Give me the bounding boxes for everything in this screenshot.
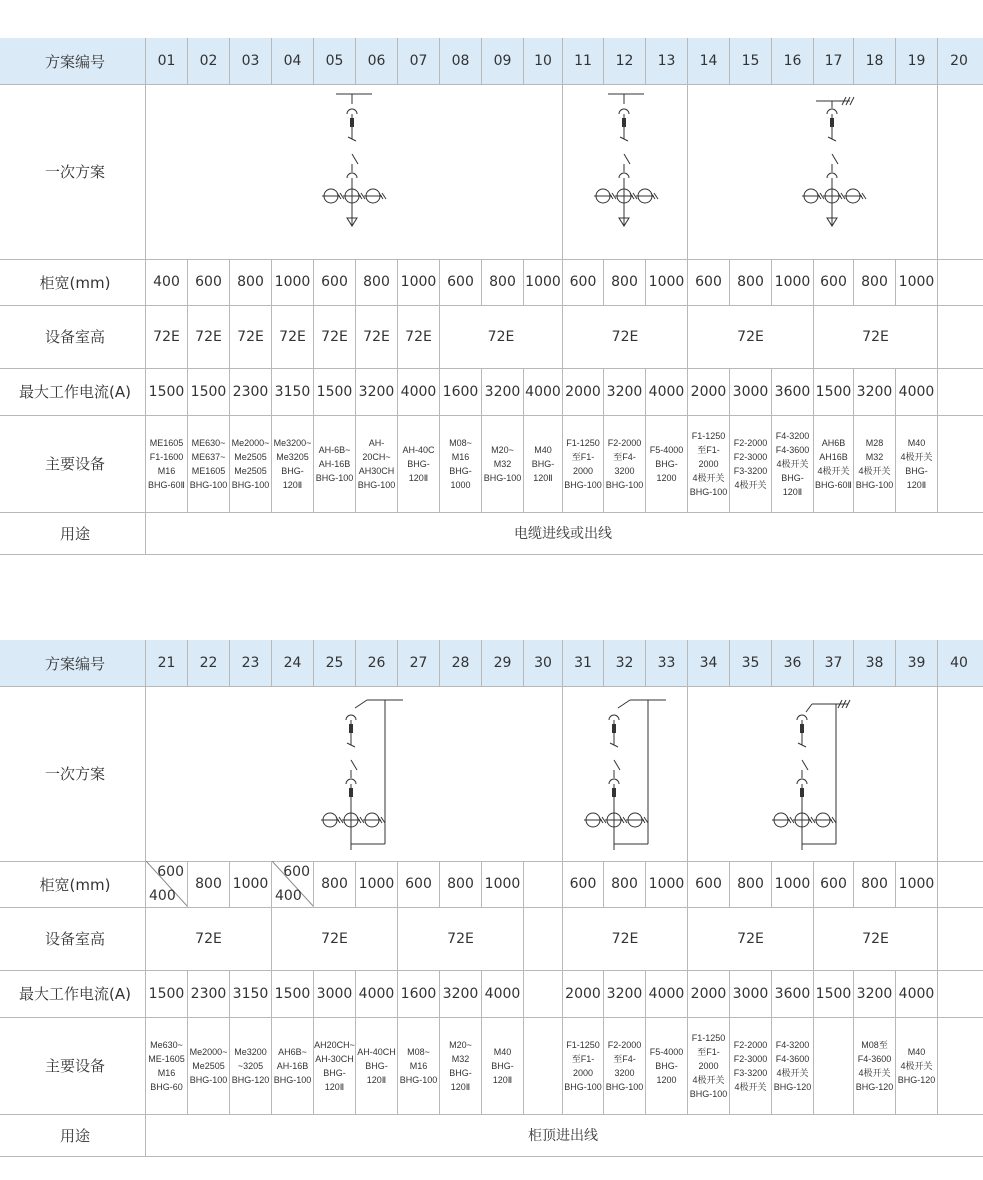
equipment-value: M08~ M16 BHG-100 xyxy=(397,1017,439,1114)
room-height-value: 72E xyxy=(687,907,813,970)
current-value: 3600 xyxy=(771,368,813,415)
row-label-current: 最大工作电流(A) xyxy=(19,985,131,1003)
scheme-number: 06 xyxy=(355,38,397,84)
room-height-value xyxy=(523,907,562,970)
split-width-cell xyxy=(271,861,313,907)
scheme-number: 40 xyxy=(937,640,980,686)
width-value xyxy=(937,861,980,907)
scheme-number: 07 xyxy=(397,38,439,84)
room-height-value: 72E xyxy=(687,305,813,368)
width-top: 600 xyxy=(283,864,310,880)
equipment-value: AH-6B~ AH-16B BHG-100 xyxy=(313,415,355,512)
scheme-number: 13 xyxy=(645,38,687,84)
equipment-value: M28 M32 4极开关 BHG-100 xyxy=(853,415,895,512)
current-value: 1500 xyxy=(145,368,187,415)
scheme-number: 36 xyxy=(771,640,813,686)
equipment-value: F4-3200 F4-3600 4极开关 BHG-120 xyxy=(771,1017,813,1114)
current-value: 3200 xyxy=(853,970,895,1017)
table1-row-height xyxy=(0,305,983,369)
equipment-value: M40 4极开关 BHG-120 xyxy=(895,1017,937,1114)
equipment-value: Me3200 ~3205 BHG-120 xyxy=(229,1017,271,1114)
room-height-value: 72E xyxy=(313,305,355,368)
width-value: 600 xyxy=(562,861,603,907)
equipment-value: M40 BHG-120Ⅱ xyxy=(481,1017,523,1114)
width-value: 1000 xyxy=(771,861,813,907)
row-label-usage: 用途 xyxy=(59,524,90,543)
current-value: 1500 xyxy=(313,368,355,415)
table2-row-current xyxy=(0,970,983,1018)
row-label-height: 设备室高 xyxy=(44,930,105,948)
current-value: 3000 xyxy=(313,970,355,1017)
table2-row-primary xyxy=(0,686,983,862)
scheme-number: 11 xyxy=(562,38,603,84)
room-height-value: 72E xyxy=(271,907,397,970)
room-height-value: 72E xyxy=(439,305,562,368)
scheme-number: 39 xyxy=(895,640,937,686)
row-label-num: 方案编号 xyxy=(44,52,105,71)
room-height-value: 72E xyxy=(229,305,271,368)
equipment-value: F2-2000 至F4-3200 BHG-100 xyxy=(603,1017,645,1114)
scheme-number: 32 xyxy=(603,640,645,686)
width-value: 600 xyxy=(562,259,603,305)
room-height-value: 72E xyxy=(397,907,523,970)
scheme-number: 38 xyxy=(853,640,895,686)
width-value: 800 xyxy=(313,861,355,907)
scheme-number: 25 xyxy=(313,640,355,686)
equipment-value: F1-1250 至F1-2000 BHG-100 xyxy=(562,1017,603,1114)
current-value xyxy=(937,970,980,1017)
equipment-value: M08~ M16 BHG-1000 xyxy=(439,415,481,512)
current-value: 3200 xyxy=(603,368,645,415)
usage-value: 电缆进线或出线 xyxy=(145,512,980,554)
room-height-value: 72E xyxy=(397,305,439,368)
current-value xyxy=(523,970,562,1017)
current-value: 3000 xyxy=(729,368,771,415)
equipment-value: Me3200~ Me3205 BHG-120Ⅱ xyxy=(271,415,313,512)
width-value: 1000 xyxy=(397,259,439,305)
scheme-number: 16 xyxy=(771,38,813,84)
scheme-number: 35 xyxy=(729,640,771,686)
room-height-value: 72E xyxy=(562,907,687,970)
row-label-primary: 一次方案 xyxy=(44,765,105,783)
width-value: 800 xyxy=(603,861,645,907)
equipment-value: F1-1250 至F1-2000 BHG-100 xyxy=(562,415,603,512)
width-value: 800 xyxy=(481,259,523,305)
scheme-number: 12 xyxy=(603,38,645,84)
row-label-width: 柜宽(mm) xyxy=(39,875,111,894)
width-value: 800 xyxy=(355,259,397,305)
scheme-number: 10 xyxy=(523,38,562,84)
current-value: 3150 xyxy=(271,368,313,415)
table1-row-current xyxy=(0,368,983,416)
scheme-number: 08 xyxy=(439,38,481,84)
equipment-value: F2-2000 F2-3000 F3-3200 4极开关 xyxy=(729,415,771,512)
width-value: 400 xyxy=(145,259,187,305)
row-label-height: 设备室高 xyxy=(44,328,105,346)
scheme-number: 01 xyxy=(145,38,187,84)
scheme-number: 18 xyxy=(853,38,895,84)
width-value: 1000 xyxy=(895,861,937,907)
width-value: 1000 xyxy=(645,861,687,907)
width-value: 800 xyxy=(439,861,481,907)
scheme-number: 19 xyxy=(895,38,937,84)
row-label-usage: 用途 xyxy=(59,1126,90,1145)
current-value: 3600 xyxy=(771,970,813,1017)
width-value: 600 xyxy=(439,259,481,305)
table1-row-width xyxy=(0,259,983,306)
equipment-value: ME630~ ME637~ ME1605 BHG-100 xyxy=(187,415,229,512)
width-value: 800 xyxy=(187,861,229,907)
current-value: 3200 xyxy=(853,368,895,415)
scheme-number: 02 xyxy=(187,38,229,84)
scheme-number: 26 xyxy=(355,640,397,686)
equipment-value: M20~ M32 BHG-100 xyxy=(481,415,523,512)
width-value: 1000 xyxy=(523,259,562,305)
single-line-diagram xyxy=(0,84,983,259)
scheme-number: 24 xyxy=(271,640,313,686)
equipment-value: F5-4000 BHG-1200 xyxy=(645,1017,687,1114)
width-value: 600 xyxy=(397,861,439,907)
scheme-number: 34 xyxy=(687,640,729,686)
current-value: 1600 xyxy=(397,970,439,1017)
split-width-cell xyxy=(145,861,187,907)
equipment-value: Me2000~ Me2505 Me2505 BHG-100 xyxy=(229,415,271,512)
scheme-number: 14 xyxy=(687,38,729,84)
current-value: 3200 xyxy=(481,368,523,415)
width-value: 600 xyxy=(813,861,853,907)
current-value: 3200 xyxy=(603,970,645,1017)
current-value: 1500 xyxy=(271,970,313,1017)
row-label-primary: 一次方案 xyxy=(44,163,105,181)
room-height-value: 72E xyxy=(145,907,271,970)
table2-row-height xyxy=(0,907,983,971)
scheme-number: 23 xyxy=(229,640,271,686)
scheme-number: 17 xyxy=(813,38,853,84)
width-value: 1000 xyxy=(895,259,937,305)
width-value xyxy=(937,259,980,305)
width-value: 800 xyxy=(229,259,271,305)
equipment-value xyxy=(813,1017,853,1114)
current-value: 3000 xyxy=(729,970,771,1017)
scheme-number: 03 xyxy=(229,38,271,84)
current-value: 2000 xyxy=(687,368,729,415)
current-value: 1500 xyxy=(813,368,853,415)
width-value: 1000 xyxy=(481,861,523,907)
equipment-value xyxy=(937,415,980,512)
row-label-equip: 主要设备 xyxy=(44,1057,105,1075)
width-value: 600 xyxy=(813,259,853,305)
width-value: 1000 xyxy=(229,861,271,907)
current-value: 3150 xyxy=(229,970,271,1017)
table1-row-equip xyxy=(0,415,983,513)
width-value: 1000 xyxy=(645,259,687,305)
equipment-value: AH6B AH16B 4极开关 BHG-60Ⅱ xyxy=(813,415,853,512)
width-value: 600 xyxy=(187,259,229,305)
equipment-value xyxy=(523,1017,562,1114)
room-height-value: 72E xyxy=(813,907,937,970)
current-value: 4000 xyxy=(895,970,937,1017)
table1-row-num xyxy=(0,38,983,85)
table1-row-primary xyxy=(0,84,983,260)
equipment-value: F4-3200 F4-3600 4极开关 BHG-120Ⅱ xyxy=(771,415,813,512)
room-height-value: 72E xyxy=(355,305,397,368)
scheme-number: 31 xyxy=(562,640,603,686)
table2-row-width xyxy=(0,861,983,908)
width-value: 1000 xyxy=(355,861,397,907)
equipment-value: M40 4极开关 BHG-120Ⅱ xyxy=(895,415,937,512)
width-value: 600 xyxy=(313,259,355,305)
width-value: 1000 xyxy=(771,259,813,305)
row-label-num: 方案编号 xyxy=(44,654,105,673)
equipment-value: M20~ M32 BHG-120Ⅱ xyxy=(439,1017,481,1114)
row-label-current: 最大工作电流(A) xyxy=(19,383,131,401)
current-value: 2000 xyxy=(562,970,603,1017)
current-value: 4000 xyxy=(397,368,439,415)
table2-row-num xyxy=(0,640,983,687)
equipment-value: F1-1250 至F1-2000 4极开关 BHG-100 xyxy=(687,1017,729,1114)
equipment-value: F1-1250 至F1-2000 4极开关 BHG-100 xyxy=(687,415,729,512)
current-value: 4000 xyxy=(481,970,523,1017)
row-label-equip: 主要设备 xyxy=(44,455,105,473)
width-value: 1000 xyxy=(271,259,313,305)
scheme-number: 05 xyxy=(313,38,355,84)
width-value: 600 xyxy=(687,861,729,907)
current-value: 1500 xyxy=(187,368,229,415)
room-height-value xyxy=(937,907,980,970)
current-value xyxy=(937,368,980,415)
equipment-value: AH6B~ AH-16B BHG-100 xyxy=(271,1017,313,1114)
current-value: 1500 xyxy=(813,970,853,1017)
scheme-number: 37 xyxy=(813,640,853,686)
current-value: 4000 xyxy=(895,368,937,415)
single-line-diagram xyxy=(0,686,983,861)
equipment-value: F2-2000 F2-3000 F3-3200 4极开关 xyxy=(729,1017,771,1114)
equipment-value: M40 BHG-120Ⅱ xyxy=(523,415,562,512)
current-value: 4000 xyxy=(645,368,687,415)
width-value: 800 xyxy=(853,861,895,907)
width-value: 800 xyxy=(853,259,895,305)
current-value: 3200 xyxy=(355,368,397,415)
scheme-number: 21 xyxy=(145,640,187,686)
room-height-value: 72E xyxy=(813,305,937,368)
equipment-value: M08至 F4-3600 4极开关 BHG-120 xyxy=(853,1017,895,1114)
equipment-value: Me630~ ME-1605 M16 BHG-60 xyxy=(145,1017,187,1114)
width-value: 800 xyxy=(603,259,645,305)
equipment-value: ME1605 F1-1600 M16 BHG-60Ⅱ xyxy=(145,415,187,512)
equipment-value: AH20CH~ AH-30CH BHG-120Ⅱ xyxy=(313,1017,355,1114)
width-value xyxy=(523,861,562,907)
row-label-width: 柜宽(mm) xyxy=(39,273,111,292)
current-value: 2300 xyxy=(229,368,271,415)
table2-row-equip xyxy=(0,1017,983,1115)
width-value: 600 xyxy=(687,259,729,305)
current-value: 2300 xyxy=(187,970,229,1017)
current-value: 4000 xyxy=(355,970,397,1017)
room-height-value: 72E xyxy=(187,305,229,368)
scheme-number: 28 xyxy=(439,640,481,686)
current-value: 4000 xyxy=(645,970,687,1017)
usage-value: 柜顶进出线 xyxy=(145,1114,980,1156)
current-value: 4000 xyxy=(523,368,562,415)
scheme-number: 33 xyxy=(645,640,687,686)
scheme-number: 20 xyxy=(937,38,980,84)
scheme-number: 09 xyxy=(481,38,523,84)
width-value: 800 xyxy=(729,259,771,305)
equipment-value xyxy=(937,1017,980,1114)
scheme-number: 27 xyxy=(397,640,439,686)
equipment-value: F2-2000 至F4-3200 BHG-100 xyxy=(603,415,645,512)
width-bottom: 400 xyxy=(275,888,302,904)
current-value: 3200 xyxy=(439,970,481,1017)
current-value: 1500 xyxy=(145,970,187,1017)
scheme-number: 04 xyxy=(271,38,313,84)
equipment-value: AH-40C BHG-120Ⅱ xyxy=(397,415,439,512)
room-height-value: 72E xyxy=(145,305,187,368)
current-value: 2000 xyxy=(687,970,729,1017)
room-height-value xyxy=(937,305,980,368)
width-top: 600 xyxy=(157,864,184,880)
width-value: 800 xyxy=(729,861,771,907)
equipment-value: AH-20CH~ AH30CH BHG-100 xyxy=(355,415,397,512)
scheme-number: 30 xyxy=(523,640,562,686)
scheme-number: 15 xyxy=(729,38,771,84)
scheme-number: 22 xyxy=(187,640,229,686)
current-value: 1600 xyxy=(439,368,481,415)
scheme-number: 29 xyxy=(481,640,523,686)
equipment-value: F5-4000 BHG-1200 xyxy=(645,415,687,512)
equipment-value: AH-40CH BHG-120Ⅱ xyxy=(355,1017,397,1114)
width-bottom: 400 xyxy=(149,888,176,904)
table1-row-usage xyxy=(0,512,983,555)
room-height-value: 72E xyxy=(271,305,313,368)
table2-row-usage xyxy=(0,1114,983,1157)
current-value: 2000 xyxy=(562,368,603,415)
equipment-value: Me2000~ Me2505 BHG-100 xyxy=(187,1017,229,1114)
room-height-value: 72E xyxy=(562,305,687,368)
